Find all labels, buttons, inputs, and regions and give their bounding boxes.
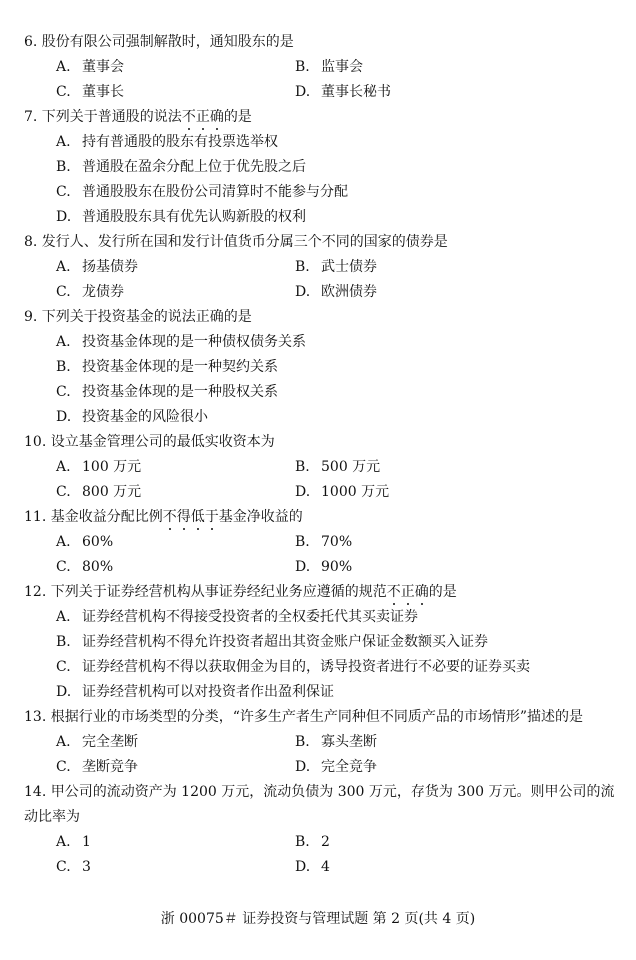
question-12: 12. 下列关于证券经营机构从事证券经纪业务应遵循的规范不正确的是 [24, 584, 457, 600]
option-a: A. 完全垄断 [56, 734, 138, 750]
emphasis-mark: 得 [176, 509, 191, 525]
option-d: D. 90% [295, 559, 353, 575]
option-d: D. 投资基金的风险很小 [56, 409, 208, 425]
question-13 [24, 707, 583, 727]
option-a: A. 证券经营机构不得接受投资者的全权委托代其买卖证券 [56, 609, 418, 625]
emphasis-mark: 确 [414, 584, 429, 600]
option-a: A. 60% [56, 534, 114, 550]
option-a: A. 1 [56, 834, 91, 850]
option-d: D. 欧洲债券 [295, 284, 377, 300]
option-b: B. 证券经营机构不得允许投资者超出其资金账户保证金数额买入证券 [56, 634, 488, 650]
option-d: D. 完全竞争 [295, 759, 377, 775]
option-c: C. 董事长 [56, 84, 124, 100]
question-11: 11. 基金收益分配比例不得低于基金净收益的 [24, 509, 303, 525]
option-b: B. 2 [295, 834, 330, 850]
option-b: B. 监事会 [295, 59, 363, 75]
option-c: C. 普通股股东在股份公司清算时不能参与分配 [56, 184, 348, 200]
question-text: 14. 甲公司的流动资产为 1200 万元，流动负债为 300 万元，存货为 300 万元。则甲公司的流 [24, 784, 615, 800]
option-a: A. 投资基金体现的是一种债权债务关系 [56, 334, 306, 350]
question-text: 10. 设立基金管理公司的最低实收资本为 [24, 434, 275, 450]
option-d: D. 证券经营机构可以对投资者作出盈利保证 [56, 684, 334, 700]
question-text: 13. 根据行业的市场类型的分类，“许多生产者生产同种但不同质产品的市场情形”描述的是 [24, 709, 584, 725]
emphasis-mark: 不 [162, 509, 177, 525]
emphasis-mark: 正 [400, 584, 415, 600]
option-b: B. 70% [295, 534, 353, 550]
option-c: C. 80% [56, 559, 114, 575]
option-c: C. 龙债券 [56, 284, 124, 300]
option-d: D. 普通股股东具有优先认购新股的权利 [56, 209, 306, 225]
option-b: B. 武士债券 [295, 259, 377, 275]
option-a: A. 100 万元 [56, 459, 142, 475]
question-text: 6. 股份有限公司强制解散时，通知股东的是 [24, 34, 294, 50]
option-c: C. 证券经营机构不得以获取佣金为目的，诱导投资者进行不必要的证券买卖 [56, 659, 530, 675]
option-d: D. 4 [295, 859, 330, 875]
option-a: A. 董事会 [56, 59, 124, 75]
question-10 [24, 432, 275, 452]
emphasis-mark: 正 [195, 109, 210, 125]
option-c: C. 3 [56, 859, 91, 875]
option-d: D. 1000 万元 [295, 484, 390, 500]
option-b: B. 寡头垄断 [295, 734, 377, 750]
question-text-continued: 动比率为 [24, 809, 80, 825]
option-a: A. 持有普通股的股东有投票选举权 [56, 134, 278, 150]
option-a: A. 扬基债券 [56, 259, 138, 275]
question-14 [24, 782, 615, 825]
option-c: C. 800 万元 [56, 484, 142, 500]
emphasis-mark: 低 [190, 509, 205, 525]
emphasis-mark: 不 [386, 584, 401, 600]
question-8 [24, 232, 448, 252]
option-d: D. 董事长秘书 [295, 84, 391, 100]
emphasis-mark: 确 [209, 109, 224, 125]
emphasis-mark: 于 [204, 509, 219, 525]
question-7: 7. 下列关于普通股的说法不正确的是 [24, 109, 252, 125]
emphasis-mark: 不 [181, 109, 196, 125]
question-9 [24, 307, 252, 327]
question-6 [24, 32, 294, 52]
option-c: C. 投资基金体现的是一种股权关系 [56, 384, 278, 400]
option-b: B. 500 万元 [295, 459, 381, 475]
option-c: C. 垄断竞争 [56, 759, 138, 775]
option-b: B. 普通股在盈余分配上位于优先股之后 [56, 159, 306, 175]
question-text: 8. 发行人、发行所在国和发行计值货币分属三个不同的国家的债券是 [24, 234, 448, 250]
page-footer: 浙 00075＃ 证券投资与管理试题 第 2 页(共 4 页) [160, 911, 476, 927]
question-text: 9. 下列关于投资基金的说法正确的是 [24, 309, 252, 325]
option-b: B. 投资基金体现的是一种契约关系 [56, 359, 278, 375]
